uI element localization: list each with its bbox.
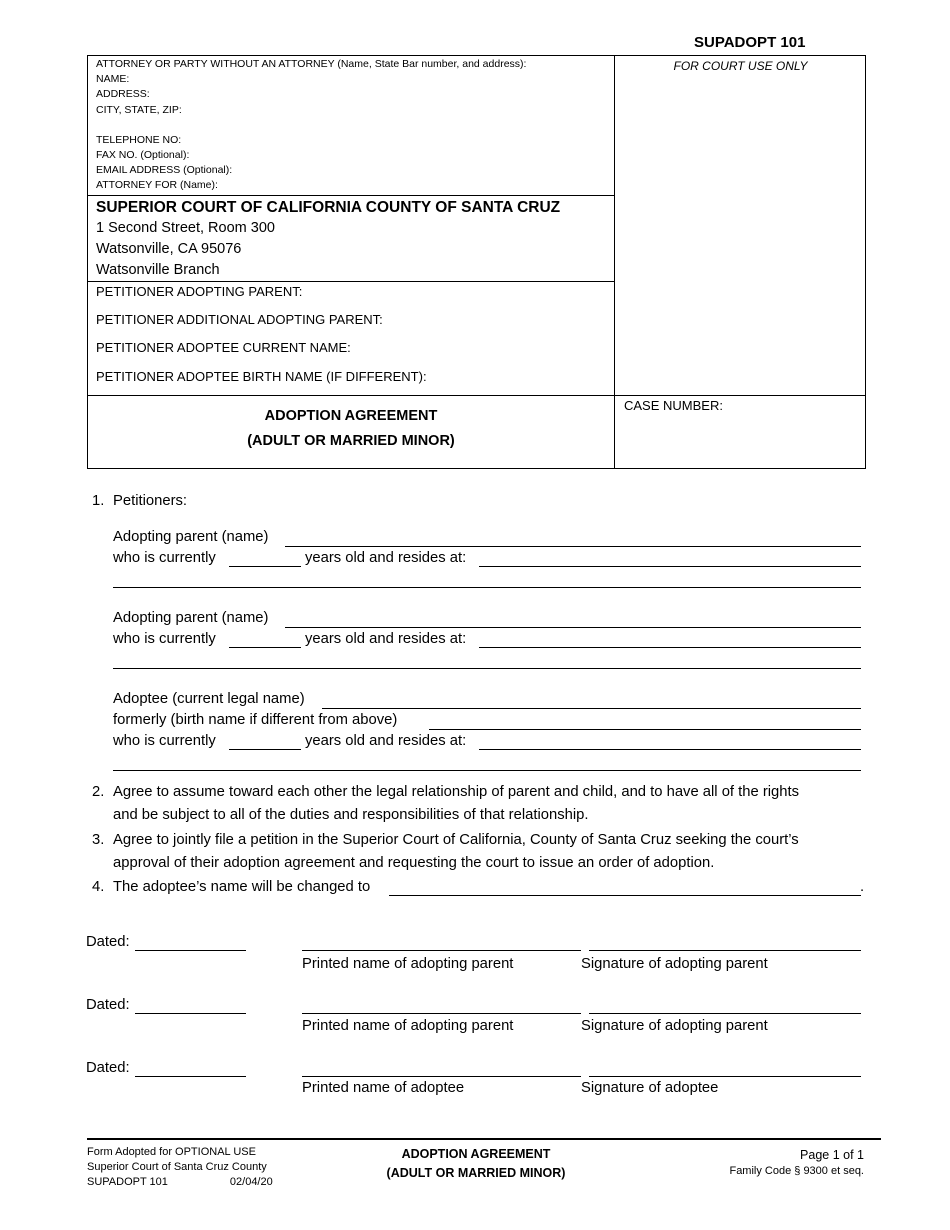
attorney-heading: ATTORNEY OR PARTY WITHOUT AN ATTORNEY (Name, State Bar number, and address): [96, 58, 527, 70]
attorney-info-block [96, 57, 526, 194]
resides-at-1: years old and resides at: [305, 550, 467, 566]
dated-label-2: Dated: [86, 997, 130, 1013]
adopting-parent-2-address-field[interactable] [479, 647, 861, 648]
signature-field-2[interactable] [589, 1013, 861, 1014]
item-4-period: . [860, 879, 865, 895]
petitioner-adoptee-birth-label: PETITIONER ADOPTEE BIRTH NAME (IF DIFFERENT): [96, 369, 427, 384]
who-is-currently-3: who is currently [113, 733, 216, 749]
adoptee-age-field[interactable] [229, 749, 301, 750]
footer-court: Superior Court of Santa Cruz County [87, 1161, 267, 1173]
court-name: SUPERIOR COURT OF CALIFORNIA COUNTY OF SANTA CRUZ [96, 199, 561, 216]
address-label: ADDRESS: [96, 88, 150, 101]
footer-page: Page 1 of 1 [800, 1148, 864, 1162]
court-branch: Watsonville Branch [96, 262, 220, 278]
formerly-label: formerly (birth name if different from above) [113, 712, 398, 728]
dated-label-3: Dated: [86, 1060, 130, 1076]
adoptee-label: Adoptee (current legal name) [113, 691, 305, 707]
adoptee-address-field[interactable] [479, 749, 861, 750]
who-is-currently-1: who is currently [113, 550, 216, 566]
title-section-divider [87, 395, 866, 396]
adoptee-name-field[interactable] [322, 708, 861, 709]
item-4-text: The adoptee’s name will be changed to [113, 879, 371, 895]
item-3-line-1: Agree to jointly file a petition in the Superior Court of California, County of Santa Cruz seeking the court’s [113, 832, 799, 848]
item-2-line-1: Agree to assume toward each other the legal relationship of parent and child, and to have all of the rights [113, 784, 800, 800]
caption-divider [614, 55, 615, 469]
adopting-parent-2-label: Adopting parent (name) [113, 610, 269, 626]
footer-left [87, 1145, 273, 1190]
email-label: EMAIL ADDRESS (Optional): [96, 164, 233, 177]
footer-title: ADOPTION AGREEMENT [401, 1147, 551, 1161]
item-2-line-2: and be subject to all of the duties and responsibilities of that relationship. [113, 807, 589, 823]
adopting-parent-1-label: Adopting parent (name) [113, 529, 269, 545]
resides-at-2: years old and resides at: [305, 631, 467, 647]
footer-revision-date: 02/04/20 [229, 1176, 273, 1188]
printed-name-field-1[interactable] [302, 950, 581, 951]
petitioner-adopting-parent-label: PETITIONER ADOPTING PARENT: [96, 284, 303, 299]
court-section-divider [87, 281, 615, 282]
footer-form-number: SUPADOPT 101 [87, 1176, 168, 1188]
item-number-4: 4. [92, 879, 105, 895]
resides-at-3: years old and resides at: [305, 733, 467, 749]
printed-name-label-1: Printed name of adopting parent [302, 956, 514, 972]
adopting-parent-1-name-field[interactable] [285, 546, 861, 547]
footer-code: Family Code § 9300 et seq. [729, 1165, 864, 1177]
footer-subtitle: (ADULT OR MARRIED MINOR) [386, 1166, 566, 1180]
petitioner-additional-parent-label: PETITIONER ADDITIONAL ADOPTING PARENT: [96, 312, 383, 327]
footer-adopted-for: Form Adopted for OPTIONAL USE [87, 1146, 256, 1158]
adopting-parent-2-age-field[interactable] [229, 647, 301, 648]
dated-field-2[interactable] [135, 1013, 246, 1014]
footer-rule [87, 1138, 881, 1140]
petitioners-heading: Petitioners: [113, 493, 188, 509]
signature-label-3: Signature of adoptee [581, 1080, 719, 1096]
city-state-zip-label: CITY, STATE, ZIP: [96, 103, 182, 116]
signature-field-3[interactable] [589, 1076, 861, 1077]
attorney-for-label: ATTORNEY FOR (Name): [96, 179, 218, 192]
dated-label-1: Dated: [86, 934, 130, 950]
court-use-only: FOR COURT USE ONLY [673, 59, 808, 73]
footer-right [700, 1146, 864, 1179]
dated-field-3[interactable] [135, 1076, 246, 1077]
court-address-line1: 1 Second Street, Room 300 [96, 220, 275, 236]
document-title: ADOPTION AGREEMENT [264, 408, 438, 424]
adoptee-address-field-2[interactable] [113, 770, 861, 771]
adopting-parent-1-address-field-2[interactable] [113, 587, 861, 588]
printed-name-label-2: Printed name of adopting parent [302, 1018, 514, 1034]
who-is-currently-2: who is currently [113, 631, 216, 647]
telephone-label: TELEPHONE NO: [96, 133, 182, 146]
petitioner-adoptee-current-label: PETITIONER ADOPTEE CURRENT NAME: [96, 340, 351, 355]
item-number-3: 3. [92, 832, 105, 848]
printed-name-label-3: Printed name of adoptee [302, 1080, 465, 1096]
court-address-line2: Watsonville, CA 95076 [96, 241, 242, 257]
adopting-parent-1-age-field[interactable] [229, 566, 301, 567]
signature-field-1[interactable] [589, 950, 861, 951]
fax-label: FAX NO. (Optional): [96, 149, 190, 162]
printed-name-field-3[interactable] [302, 1076, 581, 1077]
signature-label-1: Signature of adopting parent [581, 956, 768, 972]
item-3-line-2: approval of their adoption agreement and requesting the court to issue an order of adoption. [113, 855, 715, 871]
new-name-field[interactable] [389, 895, 861, 896]
signature-label-2: Signature of adopting parent [581, 1018, 768, 1034]
document-subtitle: (ADULT OR MARRIED MINOR) [247, 433, 455, 449]
adopting-parent-2-address-field-2[interactable] [113, 668, 861, 669]
footer-center [340, 1145, 612, 1183]
adopting-parent-2-name-field[interactable] [285, 627, 861, 628]
form-number: SUPADOPT 101 [694, 34, 806, 51]
adopting-parent-1-address-field[interactable] [479, 566, 861, 567]
attorney-section-divider [87, 195, 615, 196]
footer-form-revision [87, 1175, 273, 1190]
dated-field-1[interactable] [135, 950, 246, 951]
adoptee-birth-name-field[interactable] [429, 729, 861, 730]
case-number-label: CASE NUMBER: [624, 398, 723, 413]
item-number-2: 2. [92, 784, 105, 800]
name-label: NAME: [96, 73, 130, 86]
item-number-1: 1. [92, 493, 105, 509]
printed-name-field-2[interactable] [302, 1013, 581, 1014]
